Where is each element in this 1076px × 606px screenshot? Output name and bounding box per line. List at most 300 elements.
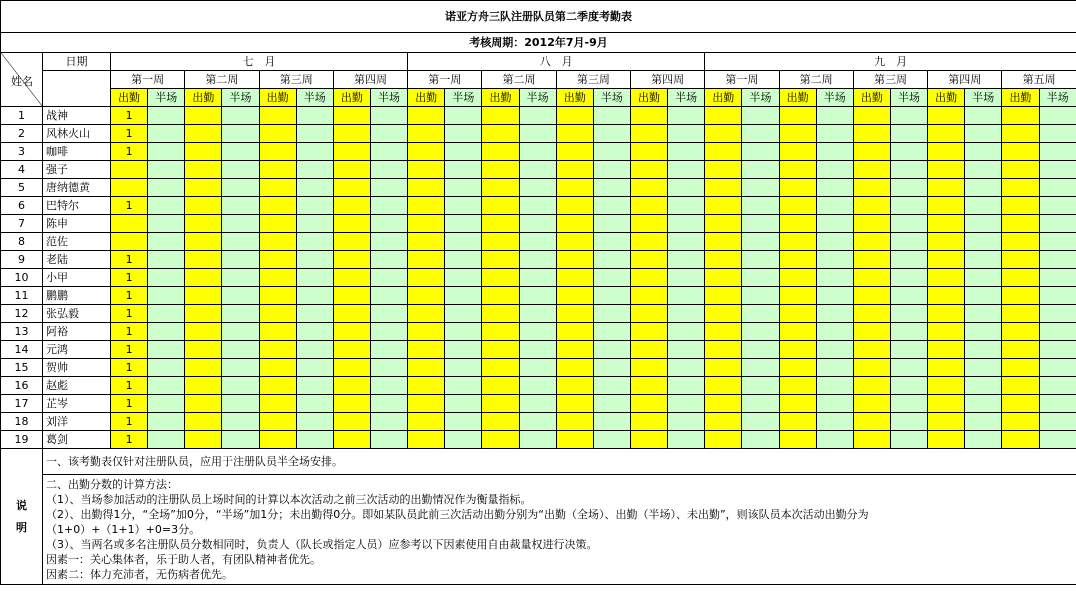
attend-cell[interactable] <box>853 179 890 197</box>
attend-cell[interactable] <box>482 377 519 395</box>
half-cell[interactable] <box>593 431 630 449</box>
half-cell[interactable] <box>148 359 185 377</box>
attend-cell[interactable] <box>185 341 222 359</box>
attend-cell[interactable] <box>556 377 593 395</box>
attend-cell[interactable] <box>705 179 742 197</box>
half-cell[interactable] <box>1039 305 1076 323</box>
half-cell[interactable] <box>816 161 853 179</box>
half-cell[interactable] <box>1039 431 1076 449</box>
attend-cell[interactable] <box>779 125 816 143</box>
attend-cell[interactable] <box>928 125 965 143</box>
attend-cell[interactable] <box>705 377 742 395</box>
half-cell[interactable] <box>519 143 556 161</box>
attend-cell[interactable] <box>185 251 222 269</box>
attend-cell[interactable] <box>1002 125 1039 143</box>
half-cell[interactable] <box>965 125 1002 143</box>
attend-cell[interactable] <box>408 395 445 413</box>
half-cell[interactable] <box>296 413 333 431</box>
half-cell[interactable] <box>445 413 482 431</box>
attend-cell[interactable] <box>408 107 445 125</box>
attend-cell[interactable] <box>259 197 296 215</box>
attend-cell[interactable] <box>185 197 222 215</box>
attend-cell[interactable] <box>185 413 222 431</box>
attend-cell[interactable] <box>1002 161 1039 179</box>
attend-cell[interactable] <box>853 287 890 305</box>
attend-cell[interactable] <box>779 197 816 215</box>
attend-cell[interactable] <box>1002 287 1039 305</box>
attend-cell[interactable] <box>928 251 965 269</box>
half-cell[interactable] <box>816 215 853 233</box>
half-cell[interactable] <box>890 413 927 431</box>
half-cell[interactable] <box>816 377 853 395</box>
half-cell[interactable] <box>890 161 927 179</box>
attend-cell[interactable] <box>333 179 370 197</box>
half-cell[interactable] <box>519 215 556 233</box>
attend-cell[interactable] <box>556 269 593 287</box>
half-cell[interactable] <box>965 431 1002 449</box>
half-cell[interactable] <box>668 323 705 341</box>
attend-cell[interactable] <box>779 161 816 179</box>
half-cell[interactable] <box>593 287 630 305</box>
attend-cell[interactable] <box>482 251 519 269</box>
half-cell[interactable] <box>742 305 779 323</box>
half-cell[interactable] <box>593 233 630 251</box>
attend-cell[interactable] <box>853 341 890 359</box>
half-cell[interactable] <box>668 233 705 251</box>
half-cell[interactable] <box>222 359 259 377</box>
attend-cell[interactable] <box>556 323 593 341</box>
attend-cell[interactable] <box>408 251 445 269</box>
attend-cell[interactable] <box>556 413 593 431</box>
half-cell[interactable] <box>965 323 1002 341</box>
half-cell[interactable] <box>445 143 482 161</box>
attend-cell[interactable] <box>1002 323 1039 341</box>
half-cell[interactable] <box>296 179 333 197</box>
half-cell[interactable] <box>742 197 779 215</box>
half-cell[interactable] <box>965 359 1002 377</box>
attend-cell[interactable] <box>1002 179 1039 197</box>
attend-cell[interactable] <box>779 107 816 125</box>
half-cell[interactable] <box>965 251 1002 269</box>
half-cell[interactable] <box>816 395 853 413</box>
half-cell[interactable] <box>296 161 333 179</box>
half-cell[interactable] <box>890 431 927 449</box>
half-cell[interactable] <box>370 143 407 161</box>
half-cell[interactable] <box>1039 161 1076 179</box>
half-cell[interactable] <box>965 107 1002 125</box>
half-cell[interactable] <box>816 341 853 359</box>
attend-cell[interactable] <box>779 215 816 233</box>
attend-cell[interactable] <box>630 269 667 287</box>
half-cell[interactable] <box>593 215 630 233</box>
attend-cell[interactable] <box>482 413 519 431</box>
half-cell[interactable] <box>148 305 185 323</box>
half-cell[interactable] <box>890 395 927 413</box>
half-cell[interactable] <box>593 305 630 323</box>
half-cell[interactable] <box>445 179 482 197</box>
attend-cell[interactable] <box>705 143 742 161</box>
attend-cell[interactable] <box>482 269 519 287</box>
half-cell[interactable] <box>370 431 407 449</box>
attend-cell[interactable] <box>185 269 222 287</box>
half-cell[interactable] <box>519 251 556 269</box>
half-cell[interactable] <box>370 269 407 287</box>
attend-cell[interactable] <box>111 233 148 251</box>
attend-cell[interactable] <box>185 233 222 251</box>
attend-cell[interactable] <box>779 431 816 449</box>
attend-cell[interactable]: 1 <box>111 323 148 341</box>
half-cell[interactable] <box>370 215 407 233</box>
attend-cell[interactable] <box>1002 107 1039 125</box>
half-cell[interactable] <box>1039 251 1076 269</box>
half-cell[interactable] <box>222 107 259 125</box>
half-cell[interactable] <box>1039 143 1076 161</box>
attend-cell[interactable] <box>259 233 296 251</box>
attend-cell[interactable] <box>928 395 965 413</box>
attend-cell[interactable] <box>705 125 742 143</box>
half-cell[interactable] <box>1039 377 1076 395</box>
half-cell[interactable] <box>445 359 482 377</box>
attend-cell[interactable] <box>408 215 445 233</box>
half-cell[interactable] <box>296 359 333 377</box>
attend-cell[interactable] <box>928 305 965 323</box>
attend-cell[interactable] <box>1002 143 1039 161</box>
attend-cell[interactable] <box>1002 305 1039 323</box>
half-cell[interactable] <box>222 179 259 197</box>
attend-cell[interactable] <box>630 143 667 161</box>
half-cell[interactable] <box>965 179 1002 197</box>
attend-cell[interactable] <box>630 323 667 341</box>
half-cell[interactable] <box>668 107 705 125</box>
half-cell[interactable] <box>668 215 705 233</box>
attend-cell[interactable] <box>333 125 370 143</box>
attend-cell[interactable] <box>482 359 519 377</box>
half-cell[interactable] <box>1039 395 1076 413</box>
half-cell[interactable] <box>1039 197 1076 215</box>
attend-cell[interactable] <box>1002 431 1039 449</box>
half-cell[interactable] <box>370 197 407 215</box>
half-cell[interactable] <box>148 377 185 395</box>
attend-cell[interactable]: 1 <box>111 269 148 287</box>
attend-cell[interactable]: 1 <box>111 431 148 449</box>
half-cell[interactable] <box>445 431 482 449</box>
attend-cell[interactable] <box>333 395 370 413</box>
attend-cell[interactable] <box>1002 233 1039 251</box>
half-cell[interactable] <box>890 125 927 143</box>
half-cell[interactable] <box>296 125 333 143</box>
half-cell[interactable] <box>890 269 927 287</box>
attend-cell[interactable]: 1 <box>111 107 148 125</box>
half-cell[interactable] <box>370 341 407 359</box>
half-cell[interactable] <box>816 431 853 449</box>
attend-cell[interactable] <box>333 287 370 305</box>
half-cell[interactable] <box>965 305 1002 323</box>
attend-cell[interactable] <box>333 341 370 359</box>
attend-cell[interactable] <box>556 395 593 413</box>
half-cell[interactable] <box>519 269 556 287</box>
half-cell[interactable] <box>296 233 333 251</box>
attend-cell[interactable] <box>185 143 222 161</box>
half-cell[interactable] <box>593 323 630 341</box>
attend-cell[interactable] <box>333 161 370 179</box>
half-cell[interactable] <box>222 215 259 233</box>
half-cell[interactable] <box>668 359 705 377</box>
attend-cell[interactable] <box>408 431 445 449</box>
attend-cell[interactable] <box>185 431 222 449</box>
half-cell[interactable] <box>148 197 185 215</box>
half-cell[interactable] <box>222 161 259 179</box>
attend-cell[interactable] <box>853 197 890 215</box>
attend-cell[interactable] <box>185 377 222 395</box>
half-cell[interactable] <box>296 107 333 125</box>
half-cell[interactable] <box>148 269 185 287</box>
attend-cell[interactable] <box>928 107 965 125</box>
half-cell[interactable] <box>519 125 556 143</box>
attend-cell[interactable] <box>705 197 742 215</box>
attend-cell[interactable] <box>705 395 742 413</box>
attend-cell[interactable] <box>259 269 296 287</box>
half-cell[interactable] <box>148 143 185 161</box>
attend-cell[interactable] <box>482 161 519 179</box>
attend-cell[interactable] <box>333 413 370 431</box>
attend-cell[interactable] <box>185 359 222 377</box>
half-cell[interactable] <box>742 377 779 395</box>
half-cell[interactable] <box>668 251 705 269</box>
half-cell[interactable] <box>816 107 853 125</box>
half-cell[interactable] <box>370 233 407 251</box>
half-cell[interactable] <box>593 107 630 125</box>
attend-cell[interactable] <box>853 413 890 431</box>
attend-cell[interactable] <box>408 233 445 251</box>
attend-cell[interactable] <box>333 143 370 161</box>
half-cell[interactable] <box>1039 359 1076 377</box>
half-cell[interactable] <box>742 395 779 413</box>
attend-cell[interactable] <box>630 287 667 305</box>
attend-cell[interactable] <box>259 107 296 125</box>
attend-cell[interactable] <box>111 161 148 179</box>
half-cell[interactable] <box>890 179 927 197</box>
attend-cell[interactable] <box>185 125 222 143</box>
half-cell[interactable] <box>816 323 853 341</box>
half-cell[interactable] <box>742 215 779 233</box>
attend-cell[interactable] <box>705 215 742 233</box>
half-cell[interactable] <box>816 305 853 323</box>
attend-cell[interactable]: 1 <box>111 287 148 305</box>
half-cell[interactable] <box>668 197 705 215</box>
attend-cell[interactable]: 1 <box>111 413 148 431</box>
half-cell[interactable] <box>816 413 853 431</box>
attend-cell[interactable] <box>928 359 965 377</box>
attend-cell[interactable] <box>630 359 667 377</box>
attend-cell[interactable] <box>779 413 816 431</box>
half-cell[interactable] <box>519 323 556 341</box>
half-cell[interactable] <box>296 323 333 341</box>
half-cell[interactable] <box>965 143 1002 161</box>
attend-cell[interactable] <box>928 269 965 287</box>
attend-cell[interactable] <box>556 143 593 161</box>
half-cell[interactable] <box>668 413 705 431</box>
attend-cell[interactable] <box>259 323 296 341</box>
attend-cell[interactable] <box>928 161 965 179</box>
half-cell[interactable] <box>222 395 259 413</box>
attend-cell[interactable] <box>259 125 296 143</box>
attend-cell[interactable] <box>333 107 370 125</box>
attend-cell[interactable] <box>259 287 296 305</box>
half-cell[interactable] <box>222 197 259 215</box>
half-cell[interactable] <box>519 395 556 413</box>
half-cell[interactable] <box>593 377 630 395</box>
half-cell[interactable] <box>742 269 779 287</box>
half-cell[interactable] <box>222 305 259 323</box>
half-cell[interactable] <box>965 215 1002 233</box>
attend-cell[interactable] <box>482 287 519 305</box>
half-cell[interactable] <box>890 323 927 341</box>
attend-cell[interactable] <box>630 305 667 323</box>
attend-cell[interactable] <box>630 125 667 143</box>
half-cell[interactable] <box>816 197 853 215</box>
half-cell[interactable] <box>519 179 556 197</box>
attend-cell[interactable] <box>705 323 742 341</box>
attend-cell[interactable] <box>705 287 742 305</box>
attend-cell[interactable] <box>928 197 965 215</box>
half-cell[interactable] <box>1039 413 1076 431</box>
half-cell[interactable] <box>519 341 556 359</box>
half-cell[interactable] <box>148 395 185 413</box>
attend-cell[interactable] <box>779 269 816 287</box>
attend-cell[interactable] <box>185 305 222 323</box>
attend-cell[interactable]: 1 <box>111 341 148 359</box>
attend-cell[interactable] <box>408 305 445 323</box>
half-cell[interactable] <box>296 431 333 449</box>
attend-cell[interactable] <box>1002 215 1039 233</box>
attend-cell[interactable] <box>185 161 222 179</box>
attend-cell[interactable] <box>556 341 593 359</box>
attend-cell[interactable] <box>408 179 445 197</box>
half-cell[interactable] <box>1039 323 1076 341</box>
half-cell[interactable] <box>742 341 779 359</box>
half-cell[interactable] <box>593 413 630 431</box>
attend-cell[interactable] <box>705 341 742 359</box>
attend-cell[interactable] <box>928 341 965 359</box>
attend-cell[interactable] <box>630 395 667 413</box>
half-cell[interactable] <box>816 251 853 269</box>
half-cell[interactable] <box>742 287 779 305</box>
half-cell[interactable] <box>148 287 185 305</box>
half-cell[interactable] <box>668 431 705 449</box>
half-cell[interactable] <box>370 323 407 341</box>
half-cell[interactable] <box>296 269 333 287</box>
attend-cell[interactable] <box>333 215 370 233</box>
half-cell[interactable] <box>370 287 407 305</box>
half-cell[interactable] <box>296 305 333 323</box>
attend-cell[interactable] <box>928 215 965 233</box>
half-cell[interactable] <box>148 413 185 431</box>
attend-cell[interactable] <box>259 341 296 359</box>
half-cell[interactable] <box>742 125 779 143</box>
half-cell[interactable] <box>890 287 927 305</box>
attend-cell[interactable] <box>185 107 222 125</box>
attend-cell[interactable] <box>705 107 742 125</box>
half-cell[interactable] <box>222 125 259 143</box>
half-cell[interactable] <box>222 233 259 251</box>
half-cell[interactable] <box>965 197 1002 215</box>
attend-cell[interactable] <box>556 431 593 449</box>
attend-cell[interactable] <box>408 269 445 287</box>
half-cell[interactable] <box>965 341 1002 359</box>
half-cell[interactable] <box>668 341 705 359</box>
half-cell[interactable] <box>296 143 333 161</box>
attend-cell[interactable] <box>705 161 742 179</box>
attend-cell[interactable] <box>185 287 222 305</box>
attend-cell[interactable] <box>185 395 222 413</box>
half-cell[interactable] <box>222 377 259 395</box>
half-cell[interactable] <box>296 197 333 215</box>
half-cell[interactable] <box>593 125 630 143</box>
attend-cell[interactable] <box>705 269 742 287</box>
half-cell[interactable] <box>148 431 185 449</box>
attend-cell[interactable] <box>630 251 667 269</box>
half-cell[interactable] <box>742 143 779 161</box>
half-cell[interactable] <box>742 161 779 179</box>
attend-cell[interactable] <box>408 359 445 377</box>
half-cell[interactable] <box>593 251 630 269</box>
attend-cell[interactable] <box>408 413 445 431</box>
half-cell[interactable] <box>668 377 705 395</box>
half-cell[interactable] <box>445 125 482 143</box>
half-cell[interactable] <box>668 125 705 143</box>
half-cell[interactable] <box>445 269 482 287</box>
half-cell[interactable] <box>222 431 259 449</box>
half-cell[interactable] <box>296 251 333 269</box>
attend-cell[interactable] <box>705 413 742 431</box>
half-cell[interactable] <box>222 323 259 341</box>
half-cell[interactable] <box>965 233 1002 251</box>
attend-cell[interactable] <box>482 143 519 161</box>
attend-cell[interactable] <box>853 431 890 449</box>
half-cell[interactable] <box>816 287 853 305</box>
half-cell[interactable] <box>370 251 407 269</box>
attend-cell[interactable] <box>853 143 890 161</box>
attend-cell[interactable] <box>333 431 370 449</box>
half-cell[interactable] <box>1039 233 1076 251</box>
attend-cell[interactable] <box>779 341 816 359</box>
half-cell[interactable] <box>593 197 630 215</box>
attend-cell[interactable] <box>630 233 667 251</box>
attend-cell[interactable] <box>928 287 965 305</box>
half-cell[interactable] <box>148 251 185 269</box>
half-cell[interactable] <box>222 251 259 269</box>
attend-cell[interactable] <box>111 179 148 197</box>
half-cell[interactable] <box>668 179 705 197</box>
half-cell[interactable] <box>593 143 630 161</box>
attend-cell[interactable]: 1 <box>111 197 148 215</box>
attend-cell[interactable] <box>1002 413 1039 431</box>
half-cell[interactable] <box>148 107 185 125</box>
half-cell[interactable] <box>519 107 556 125</box>
attend-cell[interactable] <box>185 179 222 197</box>
half-cell[interactable] <box>890 233 927 251</box>
attend-cell[interactable]: 1 <box>111 143 148 161</box>
attend-cell[interactable] <box>779 395 816 413</box>
half-cell[interactable] <box>445 287 482 305</box>
half-cell[interactable] <box>890 359 927 377</box>
half-cell[interactable] <box>445 161 482 179</box>
half-cell[interactable] <box>519 161 556 179</box>
half-cell[interactable] <box>742 323 779 341</box>
attend-cell[interactable] <box>333 323 370 341</box>
half-cell[interactable] <box>296 395 333 413</box>
half-cell[interactable] <box>890 107 927 125</box>
